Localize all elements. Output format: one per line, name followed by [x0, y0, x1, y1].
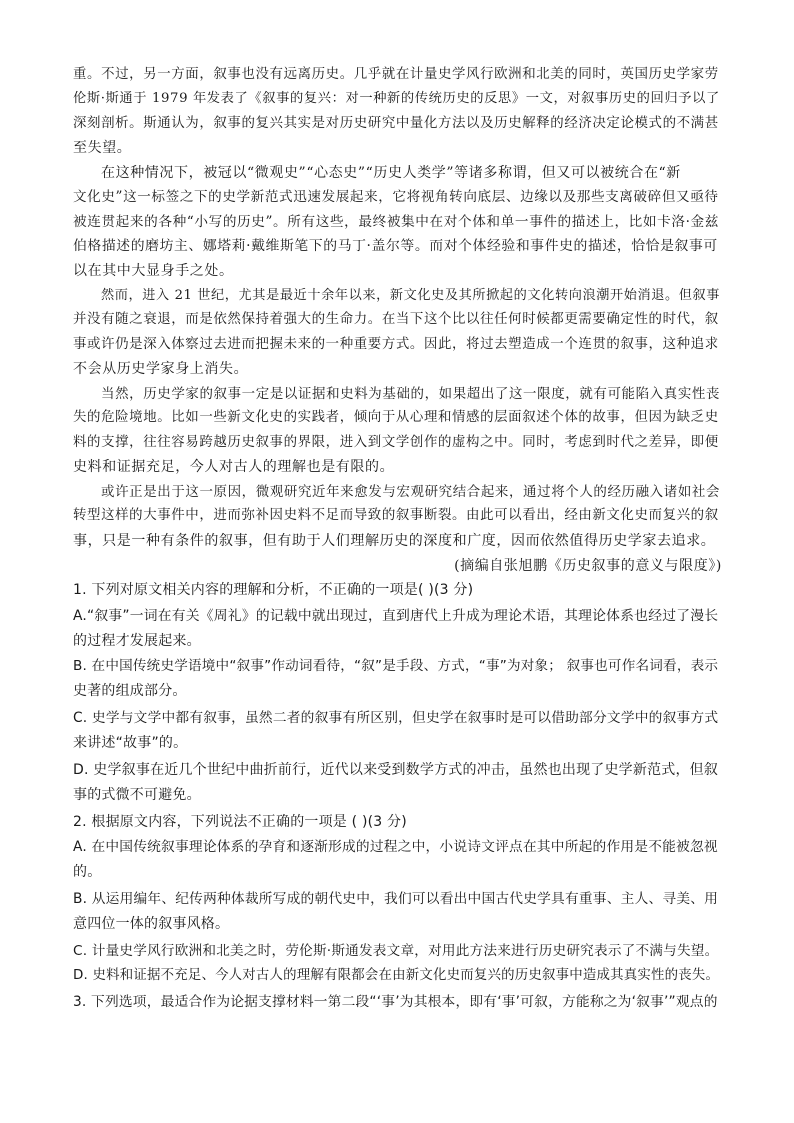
passage-line: 伦斯·斯通于 1979 年发表了《叙事的复兴：对一种新的传统历史的反思》一文，对叙事历史的回归予以了 [73, 91, 720, 106]
question-2-option-d: D. 史料和证据不充足、今人对古人的理解有限都会在由新文化史而复兴的历史叙事中造成其真实性的丧失。 [73, 968, 720, 983]
question-2: 2. 根据原文内容，下列说法不正确的一项是 ( )(3 分) [73, 814, 407, 830]
passage-line: 重。不过，另一方面，叙事也没有远离历史。几乎就在计量史学风行欧洲和北美的同时，英国历史学家劳 [73, 67, 719, 82]
question-1-option-c: 来讲述“故事”的。 [73, 735, 188, 751]
passage-line: 料的支撑，往往容易跨越历史叙事的界限，进入到文学创作的虚构之中。同时，考虑到时代之差异，即便 [73, 435, 719, 450]
passage-line: 转型这样的大事件中，进而弥补因史料不足而导致的叙事断裂。由此可以看出，经由新文化史而复兴的叙 [73, 508, 719, 523]
question-2-option-a: A. 在中国传统叙事理论体系的孕育和逐渐形成的过程之中，小说诗文评点在其中所起的作用是不能被忽视 [73, 839, 718, 855]
question-1-option-c: C. 史学与文学中都有叙事，虽然二者的叙事有所区别，但史学在叙事时是可以借助部分文学中的叙事方式 [73, 710, 719, 726]
passage-line: 以在其中大显身手之处。 [73, 263, 234, 279]
passage-line: 并没有随之衰退，而是依然保持着强大的生命力。在当下这个比以往任何时候都更需要确定性的时代，叙 [73, 312, 719, 327]
passage-line: 不会从历史学家身上消失。 [73, 361, 249, 377]
question-1-option-a: A.“叙事”一词在有关《周礼》的记载中就出现过，直到唐代上升成为理论术语，其理论体系也经过了漫长 [73, 608, 719, 624]
question-3: 3. 下列选项，最适合作为论据支撑材料一第二段“‘事’为其根本，即有‘事’可叙，方能称之为‘叙事’”观点的 [73, 994, 718, 1010]
question-1-option-a: 的过程才发展起来。 [73, 633, 201, 649]
passage-line: 史料和证据充足，今人对古人的理解也是有限的。 [73, 459, 395, 475]
passage-line: 深刻剖析。斯通认为，叙事的复兴其实是对历史研究中量化方法以及历史解释的经济决定论模式的不满甚 [73, 116, 719, 131]
question-1-option-d: 事的式微不可避免。 [73, 787, 201, 803]
question-2-option-a: 的。 [73, 864, 102, 880]
question-1-option-b: 史著的组成部分。 [73, 683, 187, 699]
question-1-option-d: D. 史学叙事在近几个世纪中曲折前行，近代以来受到数学方式的冲击，虽然也出现了史学新范式，但叙 [73, 762, 719, 778]
passage-line: 事，只是一种有条件的叙事，但有助于人们理解历史的深度和广度，因而依然值得历史学家去追求。 [73, 533, 716, 549]
passage-line: 被连贯起来的各种“小写的历史”。所有这些，最终被集中在对个体和单一事件的描述上，比如卡洛·金兹 [73, 214, 719, 230]
passage-line: 然而，进入 21 世纪，尤其是最近十余年以来，新文化史及其所掀起的文化转向浪潮开始消退。但叙事 [101, 288, 721, 303]
passage-line: 至失望。 [73, 140, 132, 156]
source-citation: (摘编自张旭鹏《历史叙事的意义与限度》) [454, 558, 722, 574]
passage-line: 伯格描述的磨坊主、娜塔莉·戴维斯笔下的马丁·盖尔等。而对个体经验和事件史的描述，恰恰是叙事可 [73, 238, 718, 254]
passage-line: 文化史”这一标签之下的史学新范式迅速发展起来，它将视角转向底层、边缘以及那些支离破碎但又亟待 [73, 189, 719, 205]
passage-line: 事或许仍是深入体察过去进而把握未来的一种重要方式。因此，将过去塑造成一个连贯的叙事，这种追求 [73, 337, 719, 352]
question-1: 1. 下列对原文相关内容的理解和分析，不正确的一项是( )(3 分) [73, 582, 474, 598]
passage-line: 在这种情况下，被冠以“微观史”“心态史”“历史人类学”等诸多称谓，但又可以被统合在“新 [101, 165, 681, 181]
question-1-option-b: B. 在中国传统史学语境中“叙事”作动词看待，“叙”是手段、方式，“事”为对象； 叙事也可作名词看，表示 [73, 658, 719, 674]
passage-line: 失的危险境地。比如一些新文化史的实践者，倾向于从心理和情感的层面叙述个体的故事，但因为缺乏史 [73, 410, 719, 425]
passage-line: 或许正是出于这一原因，微观研究近年来愈发与宏观研究结合起来，通过将个人的经历融入诸如社会 [101, 484, 721, 500]
question-2-option-b: 意四位一体的叙事风格。 [73, 916, 230, 932]
question-2-option-c: C. 计量史学风行欧洲和北美之时，劳伦斯·斯通发表文章，对用此方法来进行历史研究表示了不满与失望。 [73, 943, 719, 959]
question-2-option-b: B. 从运用编年、纪传两种体裁所写成的朝代史中，我们可以看出中国古代史学具有重事、主人、寻美、用 [73, 891, 719, 907]
passage-line: 当然，历史学家的叙事一定是以证据和史料为基础的，如果超出了这一限度，就有可能陷入真实性丧 [101, 386, 721, 402]
